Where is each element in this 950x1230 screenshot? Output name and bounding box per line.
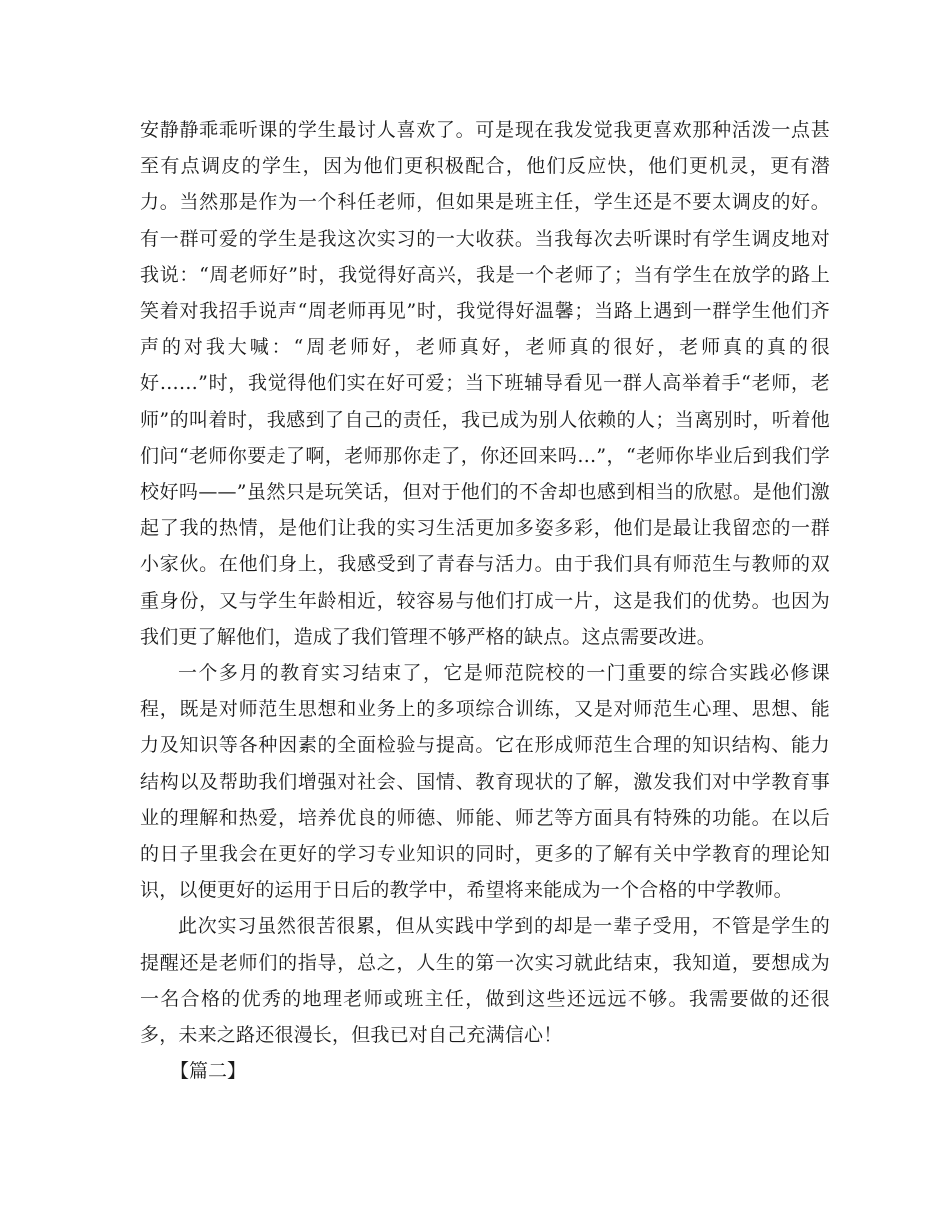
paragraph-continuation: 安静静乖乖听课的学生最讨人喜欢了。可是现在我发觉我更喜欢那种活泼一点甚至有点调皮的学生，因为他们更积极配合，他们反应快，他们更机灵，更有潜力。当然那是作为一个科任老师，但如果是班主任，学生还是不要太调皮的好。有一群可爱的学生是我这次实习的一大收获。当我每次去听课时有学生调皮地对我说：“周老师好”时，我觉得好高兴，我是一个老师了；当有学生在放学的路上笑着对我招手说声“周老师再见”时，我觉得好温馨；当路上遇到一群学生他们齐声的对我大喊：“周老师好，老师真好，老师真的很好，老师真的真的很好……”时，我觉得他们实在好可爱；当下班辅导看见一群人高举着手“老师，老师”的叫着时，我感到了自己的责任，我已成为别人依赖的人；当离别时，听着他们问“老师你要走了啊，老师那你走了，你还回来吗…”，“老师你毕业后到我们学校好吗——”虽然只是玩笑话，但对于他们的不舍却也感到相当的欣慰。是他们激起了我的热情，是他们让我的实习生活更加多姿多彩，他们是最让我留恋的一群小家伙。在他们身上，我感受到了青春与活力。由于我们具有师范生与教师的双重身份，又与学生年龄相近，较容易与他们打成一片，这是我们的优势。也因为我们更了解他们，造成了我们管理不够严格的缺点。这点需要改进。 [140,119,830,648]
paragraph-conclusion: 此次实习虽然很苦很累，但从实践中学到的却是一辈子受用，不管是学生的提醒还是老师们的指导，总之，人生的第一次实习就此结束，我知道，要想成为一名合格的优秀的地理老师或班主任，做到这些还远远不够。我需要做的还很多，未来之路还很漫长，但我已对自己充满信心！ [140,915,830,1047]
section-heading: 【篇二】 [170,1060,247,1083]
document-body [140,112,830,1089]
paragraph-internship-summary: 一个多月的教育实习结束了，它是师范院校的一门重要的综合实践必修课程，既是对师范生思想和业务上的多项综合训练，又是对师范生心理、思想、能力及知识等各种因素的全面检验与提高。它在形成师范生合理的知识结构、能力结构以及帮助我们增强对社会、国情、教育现状的了解，激发我们对中学教育事业的理解和热爱，培养优良的师德、师能、师艺等方面具有特殊的功能。在以后的日子里我会在更好的学习专业知识的同时，更多的了解有关中学教育的理论知识，以便更好的运用于日后的教学中，希望将来能成为一个合格的中学教师。 [140,662,830,902]
